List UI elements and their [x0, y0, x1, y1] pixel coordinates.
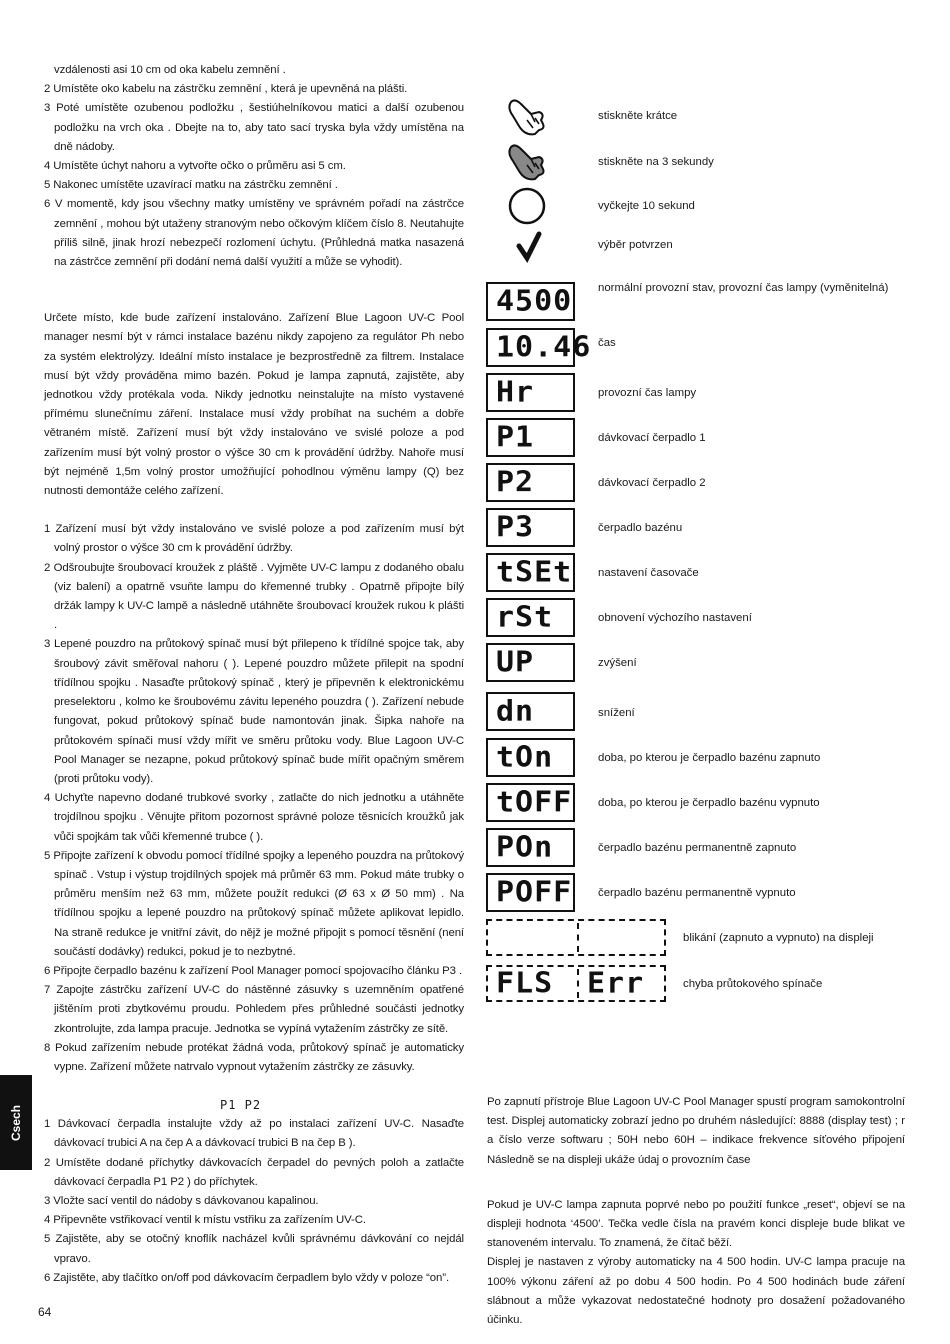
lcd-display: [486, 553, 575, 592]
display-label: čerpadlo bazénu permanentně vypnuto: [598, 887, 796, 899]
list-item: 6 Připojte čerpadlo bazénu k zařízení Pool Manager pomocí spojovacího článku P3 .: [44, 964, 463, 977]
display-label: doba, po kterou je čerpadlo bazénu zapnuto: [598, 752, 821, 764]
reset-paragraph: Pokud je UV-C lampa zapnuta poprvé nebo po použití funkce „reset“, objeví se na displeji hodnota ‘4500’. Tečka vedle čísla na pravém konci displeje bude blikat ve stanoveném intervalu. To znamená, že čítač běží.: [487, 1198, 905, 1250]
display-label: doba, po kterou je čerpadlo bazénu vypnuto: [598, 797, 820, 809]
list-item: 4 Umístěte úchyt nahoru a vytvořte očko o průměru asi 5 cm.: [44, 160, 346, 173]
list-item: 6 V momentě, kdy jsou všechny matky umístěny ve správném pořadí na zástrčce zemnění , mohou být utaženy stranovým nebo očkovým klíčem číslo 8. Neutahujte příliš silně, jinak hrozí nebezpečí rozlomení úchytu. (Průhledná matka nasazená na zástrčce zemnění při dodání nemá další využití a může se vyhodit).: [44, 198, 464, 269]
lcd-code: Hr: [496, 375, 535, 410]
language-tab-label: Csech: [9, 1104, 23, 1141]
symbol-row: [505, 96, 925, 136]
list-item: 3 Poté umístěte ozubenou podložku , šestiúhelníkovou matici a další ozubenou podložku na vrch oka . Dbejte na to, aby tato sací tryska byla vždy umístěna na dně nádoby.: [44, 102, 464, 153]
lcd-display: [486, 282, 575, 321]
list-item: 4 Uchyťte napevno dodané trubkové svorky , zatlačte do nich jednotku a utáhněte trojdílnou spojku . Věnujte přitom pozornost správné poloze těsnicích kroužků jak vůči spojkám tak vůči křemenné trubce ( ).: [44, 792, 464, 843]
lcd-code: tSEt: [496, 555, 573, 590]
lcd-code: dn: [496, 694, 535, 729]
list-item: 3 Vložte sací ventil do nádoby s dávkovanou kapalinou.: [44, 1194, 319, 1207]
lcd-code: tOFF: [496, 785, 573, 820]
lcd-display: [486, 692, 575, 731]
list-item: 5 Nakonec umístěte uzavírací matku na zástrčku zemnění .: [44, 179, 338, 192]
lcd-code: tOn: [496, 740, 554, 775]
circle-wait-icon: [505, 186, 549, 226]
section-heading: [44, 1096, 464, 1115]
lcd-display: [486, 598, 575, 637]
lcd-display: [486, 418, 575, 457]
hand-press-long-icon: [505, 141, 549, 181]
lamp-hours-paragraph: Displej je nastaven z výroby automaticky na 4 500 hodin. UV-C lampa pracuje na 100% výkonu záření až po dobu 4 500 hodin. Po 4 500 hodinách bude záření slábnout a může vykazovat nedostatečné hodnoty pro dosažení požadovaného účinku.: [487, 1256, 905, 1327]
lcd-display: [486, 828, 575, 867]
installation-paragraph: Určete místo, kde bude zařízení instalováno. Zařízení Blue Lagoon UV-C Pool manager nesmí být v rámci instalace bazénu nikdy zapojeno za regulátor Ph nebo za systém elektrolýzy. Ideální místo instalace je bezprostředně za filtrem. Instalace musí být vždy prováděna mimo bazén. Pokud je lampa zapnutá, zajistěte, aby jednotkou vždy protékala voda. Nikdy jednotku neinstalujte na místo vystavené přímému slunečnímu záření. Instalace musí vždy probíhat na suchém a dobře větraném místě. Zařízení musí být vždy instalováno ve svislé poloze a pod zařízením musí být volný prostor o výšce 30 cm k provádění údržby. Nahoře musí být nejméně 1,5m volný prostor umožňující pohodlnou výměnu lampy (Q) bez nutnosti demontáže celého zařízení.: [44, 312, 464, 498]
list-item: 5 Zajistěte, aby se otočný knoflík nacházel kvůli správnému dávkování co nejdál vpravo.: [44, 1233, 464, 1265]
list-item: 3 Lepené pouzdro na průtokový spínač musí být přilepeno k třídílné spojce tak, aby šroubový závit směřoval nahoru ( ). Lepené pouzdro můžete přilepit na spodní třídílnou spojku . Nasaďte průtokový spínač , který je připevněn k elektronickému preselektoru , kolmo ke šroubovému závitu lepeného pouzdra ( ). Zařízení nebude fungovat, pokud průtokový spínač bude namontován jinak. Šipka nahoře na průtokovém spínači musí vždy mířit ve směru průtoku vody. Blue Lagoon UV-C Pool Manager se nezapne, pokud průtokový spínač bude mířit opačným směrem (proti průtoku vody).: [44, 638, 464, 785]
list-item: 1 Zařízení musí být vždy instalováno ve svislé poloze a pod zařízením musí být volný prostor o výšce 30 cm k provádění údržby.: [44, 523, 464, 555]
list-item: 2 Umístěte oko kabelu na zástrčku zemnění , která je upevněná na plášti.: [44, 83, 408, 96]
list-item: 5 Připojte zařízení k obvodu pomocí třídílné spojky a lepeného pouzdra na průtokový spínač . Vstup i výstup trojdílných spojek má průměr 63 mm. Pokud máte trubky o průměru menším než 63 mm, můžete použít redukci (Ø 63 x Ø 50 mm) . Na třídílnou spojku a lepené pouzdro na průtokový spínač můžete aplikovat lepidlo. Na straně redukce je vnitřní závit, do nějž je možné připojit s pomocí těsnění (není součástí dodávky) redukci, pokud je to nezbytné.: [44, 849, 464, 958]
lcd-display: [486, 508, 575, 547]
symbol-label: stiskněte na 3 sekundy: [598, 156, 714, 168]
right-column: [487, 1093, 905, 1330]
symbol-row: [505, 228, 925, 268]
list-item: 2 Umístěte dodané příchytky dávkovacích čerpadel do pevných poloh a zatlačte dávkovací čerpadla P1 P2 ) do příchytek.: [44, 1156, 464, 1188]
list-item: 7 Zapojte zástrčku zařízení UV-C do nástěnné zásuvky s uzemněním opatřené jištěním proti zbytkovému proudu. Pohledem přes průhledné součásti jednotky zkontrolujte, zda lampa pracuje. Jednotka se vypíná vytažením zástrčky ze sítě.: [44, 984, 464, 1035]
display-label: zvýšení: [598, 657, 637, 669]
paragraph: vzdálenosti asi 10 cm od oka kabelu zemnění .: [54, 64, 286, 76]
lcd-display: [486, 643, 575, 682]
lcd-display: [486, 373, 575, 412]
startup-paragraph: Po zapnutí přístroje Blue Lagoon UV-C Pool Manager spustí program samokontrolní test. Displej automaticky zobrazí jedno po druhém následující: 8888 (display test) ; r a číslo verze softwaru ; 50H nebo 60H – indikace frekvence síťového připojení Následně se na displeji ukáže údaj o provozním čase: [487, 1096, 905, 1166]
display-label: čerpadlo bazénu: [598, 522, 683, 534]
language-tab: [0, 1075, 32, 1170]
display-label: normální provozní stav, provozní čas lampy (vyměnitelná): [598, 282, 889, 294]
page-number: 64: [38, 1305, 52, 1319]
checkmark-icon: [505, 228, 549, 268]
lcd-code: P2: [496, 465, 535, 500]
lcd-code: P1: [496, 420, 535, 455]
lcd-code: P3: [496, 510, 535, 545]
list-item: 2 Odšroubujte šroubovací kroužek z pláště . Vyjměte UV-C lampu z dodaného obalu (viz balení) a opatrně vsuňte lampu do křemenné trubky . Opatrně připojte bílý držák lampy k UV-C lampě a následně utáhněte šroubovací kroužek rukou k plášti .: [44, 561, 464, 632]
blink-display: [486, 919, 666, 956]
display-label: dávkovací čerpadlo 1: [598, 432, 706, 444]
lcd-display: [486, 463, 575, 502]
pump-heading-label: P1 P2: [220, 1098, 262, 1113]
error-code-left: FLS: [496, 966, 554, 1001]
display-divider: [577, 923, 579, 952]
list-item: 4 Připevněte vstřikovací ventil k místu vstřiku za zařízením UV-C.: [44, 1214, 366, 1227]
display-label: čerpadlo bazénu permanentně zapnuto: [598, 842, 797, 854]
symbol-row: [505, 186, 925, 226]
symbol-label: výběr potvrzen: [598, 239, 673, 251]
symbol-label: vyčkejte 10 sekund: [598, 200, 695, 212]
symbol-row: [505, 141, 925, 181]
blink-label: blikání (zapnuto a vypnuto) na displeji: [683, 932, 874, 944]
lcd-code: POFF: [496, 875, 573, 910]
symbol-label: stiskněte krátce: [598, 110, 678, 122]
display-label: snížení: [598, 707, 635, 719]
list-item: 6 Zajistěte, aby tlačítko on/off pod dávkovacím čerpadlem bylo vždy v poloze “on”.: [44, 1271, 450, 1284]
display-label: obnovení výchozího nastavení: [598, 612, 752, 624]
list-item: 8 Pokud zařízením nebude protékat žádná voda, průtokový spínač je automaticky vypne. Zařízení můžete natrvalo vypnout vytažením zástrčky ze zásuvky.: [44, 1041, 464, 1073]
display-label: nastavení časovače: [598, 567, 699, 579]
display-label: dávkovací čerpadlo 2: [598, 477, 706, 489]
error-display: [486, 965, 666, 1002]
lcd-display: [486, 873, 575, 912]
lcd-code: UP: [496, 645, 535, 680]
lcd-display: [486, 328, 592, 367]
lcd-code: rSt: [496, 600, 554, 635]
lcd-code: 10.46: [496, 330, 592, 365]
lcd-code: 4500: [496, 284, 573, 319]
hand-press-short-icon: [505, 96, 549, 136]
error-code-right: Err: [587, 966, 645, 1001]
list-item: 1 Dávkovací čerpadla instalujte vždy až po instalaci zařízení UV-C. Nasaďte dávkovací trubici A na čep A a dávkovací trubici B na čep B ).: [44, 1118, 464, 1150]
display-label: čas: [598, 337, 616, 349]
lcd-display: [486, 783, 575, 822]
lcd-display: [486, 738, 575, 777]
left-column: [44, 61, 464, 1288]
lcd-code: POn: [496, 830, 554, 865]
display-label: provozní čas lampy: [598, 387, 697, 399]
error-label: chyba průtokového spínače: [683, 978, 823, 990]
